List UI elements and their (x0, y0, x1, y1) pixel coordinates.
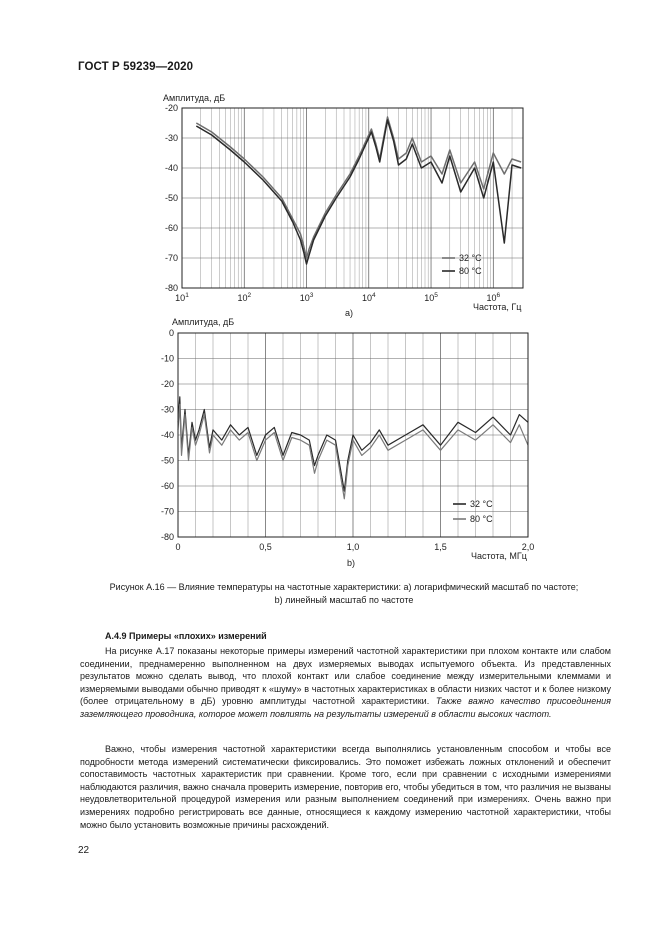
figure-caption (70, 581, 618, 607)
figure-caption-line1: Рисунок А.16 — Влияние температуры на частотные характеристики: а) логарифмический масштаб по частоте; (109, 582, 579, 592)
chart-a-legend-label-80: 80 °C (459, 266, 482, 276)
chart-b-panel-label: b) (347, 558, 356, 568)
chart-b-legend-label-32: 32 °C (470, 499, 493, 509)
chart-b-y-tick-label: -50 (160, 455, 174, 466)
chart-a-series (196, 117, 521, 264)
chart-b-x-tick-label: 0,5 (259, 542, 272, 552)
paragraph-1 (80, 645, 611, 721)
chart-b-legend-label-80: 80 °C (470, 514, 493, 524)
chart-b-y-tick-label: 0 (168, 328, 174, 338)
figure-caption-line2: b) линейный масштаб по частоте (274, 595, 414, 605)
chart-b-y-tick-label: -10 (160, 353, 174, 364)
chart-b-y-tick-label: -60 (160, 481, 174, 491)
paragraph-1-text: На рисунке А.17 показаны некоторые примеры измерений частотной характеристики при плохом контакте или слабом соединении, преднамеренно выполненном на двух измеряемых выводах испытуемого объекта. Из представленных результатов можно сделать вывод, что плохой контакт или слабое соединение между измерительными клеммами и измеряемыми выводами обычно приводят к «шуму» в частотных характеристиках в области низких частот и к более низкому (более отрицательному в дБ) уровню амплитуды частотной характеристики. (80, 646, 611, 707)
chart-a-x-ticks (175, 292, 500, 303)
chart-b-x-tick-label: 1,0 (346, 542, 360, 552)
chart-a-panel-label: a) (345, 308, 354, 318)
chart-a-x-tick-label: $10^6$ (486, 292, 501, 303)
chart-b-y-tick-label: -30 (160, 404, 174, 415)
chart-a-legend-label-32: 32 °C (459, 253, 482, 263)
chart-a-y-tick-label: -70 (164, 253, 178, 263)
chart-a-x-tick-label: $10^3$ (299, 292, 314, 303)
chart-a-y-tick-label: -30 (164, 133, 178, 143)
chart-a-y-tick-label: -60 (164, 223, 178, 233)
chart-a-x-tick-label: $10^5$ (424, 292, 438, 303)
chart-a-legend (442, 253, 482, 276)
paragraph-1-italic: Также важно качество присоединения заземляющего проводника, которое может повлиять на результаты измерений в области высоких частот. (80, 696, 611, 719)
page-number: 22 (78, 845, 90, 856)
chart-a-y-tick-label: -40 (164, 163, 178, 173)
chart-b-y-tick-label: -80 (160, 532, 174, 542)
paragraph-2: Важно, чтобы измерения частотной характеристики всегда выполнялись установленным способом и чтобы все подробности метода измерений систематически фиксировались. Это поможет избежать ложных отклонений и обеспечит сопоставимость частотных характеристик при сравнении. Кроме того, если при сравнении с исходными измерениями наблюдаются различия, важно сначала проверить измерение, повторив его, чтобы убедиться в том, что различия не вызваны неудовлетворительной процедурой измерения или разным выполнением соединений при измерениях. Очень важно при измерениях подробно регистрировать все данные, относящиеся к каждому измерению частотной характеристики, чтобы можно было установить возможные причины расхождений. (80, 744, 611, 830)
chart-a-x-tick-label: $10^1$ (175, 292, 189, 303)
chart-b-y-tick-label: -40 (160, 430, 174, 440)
chart-a-xlabel: Частота, Гц (473, 302, 522, 312)
chart-a-y-tick-label: -50 (164, 193, 178, 203)
chart-a-series-line-80c (196, 120, 521, 264)
chart-b-y-tick-label: -20 (160, 379, 174, 389)
chart-a-y-tick-label: -80 (164, 283, 178, 293)
chart-a-ylabel: Амплитуда, дБ (163, 93, 226, 103)
chart-a-x-tick-label: $10^4$ (361, 292, 376, 303)
document-header: ГОСТ Р 59239—2020 (78, 61, 194, 73)
chart-b-x-tick-label: 1,5 (434, 542, 447, 552)
chart-a-x-tick-label: $10^2$ (237, 292, 252, 303)
chart-a-y-tick-label: -20 (164, 103, 178, 113)
chart-b-xlabel: Частота, МГц (471, 551, 527, 561)
chart-b-ylabel: Амплитуда, дБ (172, 317, 235, 327)
chart-b (0, 310, 661, 570)
chart-b-y-tick-label: -70 (160, 506, 174, 517)
chart-a-y-ticks (165, 103, 178, 293)
chart-b-x-tick-label: 0 (175, 542, 181, 552)
chart-b-x-tick-label: 2,0 (521, 542, 535, 552)
chart-b-y-ticks (161, 328, 174, 542)
section-title: А.4.9 Примеры «плохих» измерений (105, 631, 267, 641)
